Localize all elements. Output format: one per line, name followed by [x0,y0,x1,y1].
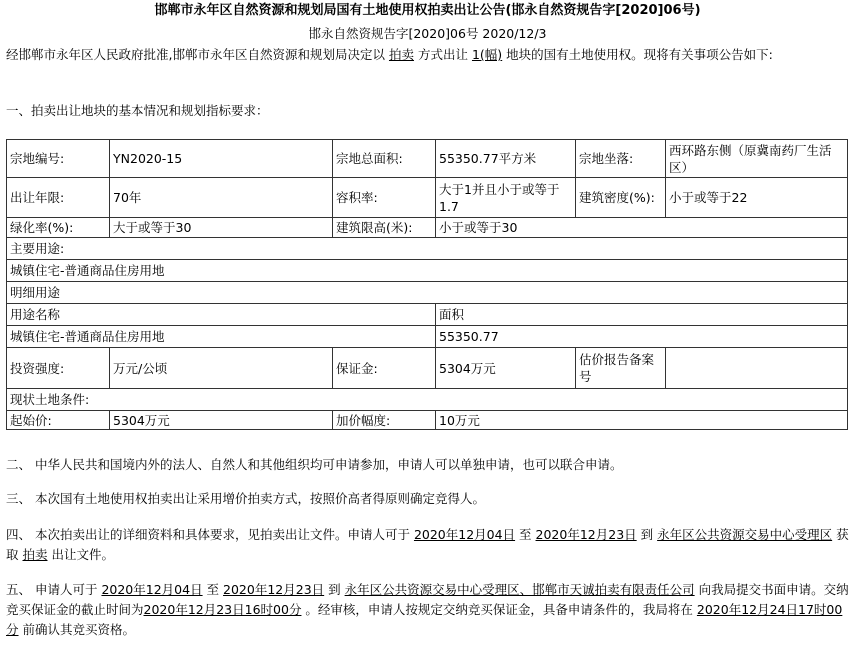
table-row [7,260,848,282]
s4-method: 拍卖 [22,547,48,562]
s5-text-f: 前确认其竞买资格。 [18,622,135,637]
table-cell: 城镇住宅-普通商品住房用地 [7,260,848,282]
s4-text-f: 出让文件。 [47,547,114,562]
table-cell: 估价报告备案号 [576,348,666,389]
parcel-count: 1(幅) [471,47,503,62]
s5-place: 永年区公共资源交易中心受理区、邯郸市天诚拍卖有限责任公司 [344,582,695,597]
table-cell: 5304万元 [436,348,576,389]
s5-deposit-deadline: 2020年12月23日16时00分 [143,602,302,617]
table-row [7,218,848,238]
s5-confirm-time: 2020年12月24日17时00分 [6,602,843,637]
table-cell: 加价幅度: [333,411,436,430]
table-cell: 投资强度: [7,348,110,389]
table-cell: 宗地总面积: [333,140,436,178]
table-cell: 西环路东侧（原冀南药厂生活区） [666,140,848,178]
s5-start-date: 2020年12月04日 [101,582,203,597]
table-cell: 55350.77 [436,326,848,348]
parcel-info-table [6,139,848,430]
table-cell: 5304万元 [110,411,333,430]
s5-end-date: 2020年12月23日 [223,582,325,597]
intro-paragraph [6,45,846,65]
table-cell: 小于或等于30 [436,218,848,238]
table-row [7,238,848,260]
table-cell: 建筑限高(米): [333,218,436,238]
s4-start-date: 2020年12月04日 [413,527,516,542]
section-3-paragraph: 三、 本次国有土地使用权拍卖出让采用增价拍卖方式，按照价高者得原则确定竞得人。 [6,491,485,506]
table-cell: 宗地坐落: [576,140,666,178]
intro-text-1: 经邯郸市永年区人民政府批准,邯郸市永年区自然资源和规划局决定以 [6,47,385,62]
table-cell: 绿化率(%): [7,218,110,238]
table-row [7,389,848,411]
s4-text-d: 获取 [6,527,849,562]
section-4-paragraph [6,525,851,565]
table-cell [666,348,848,389]
table-cell: YN2020-15 [110,140,333,178]
table-cell: 用途名称 [7,304,436,326]
table-cell: 明细用途 [7,282,848,304]
section-2-paragraph: 二、 中华人民共和国境内外的法人、自然人和其他组织均可申请参加，申请人可以单独申请，也可以联合申请。 [6,457,623,472]
table-row [7,282,848,304]
table-cell: 大于1并且小于或等于1.7 [436,178,576,218]
table-row [7,178,848,218]
table-cell: 宗地编号: [7,140,110,178]
document-number-date: 邯永自然资规告字[2020]06号 2020/12/3 [308,26,547,41]
table-cell: 55350.77平方米 [436,140,576,178]
s4-text-b: 至 [515,527,536,542]
table-cell: 小于或等于22 [666,178,848,218]
s4-place: 永年区公共资源交易中心受理区 [657,527,833,542]
s4-text-c: 到 [636,527,658,542]
table-cell: 城镇住宅-普通商品住房用地 [7,326,436,348]
table-row [7,140,848,178]
table-row [7,348,848,389]
s5-text-b: 至 [202,582,224,597]
table-row [7,304,848,326]
intro-text-2: 方式出让 [417,47,468,62]
page-title: 邯郸市永年区自然资源和规划局国有土地使用权拍卖出让公告(邯永自然资规告字[2020]06号) [154,3,701,18]
s5-text-a: 五、 申请人可于 [6,582,102,597]
s4-text-a: 四、 本次拍卖出让的详细资料和具体要求，见拍卖出让文件。申请人可于 [6,527,414,542]
table-cell: 起始价: [7,411,110,430]
table-cell: 现状土地条件: [7,389,848,411]
table-cell: 70年 [110,178,333,218]
s4-end-date: 2020年12月23日 [535,527,637,542]
table-row [7,326,848,348]
table-cell: 面积 [436,304,848,326]
table-cell: 出让年限: [7,178,110,218]
section-5-paragraph [6,580,851,640]
table-cell: 万元/公顷 [110,348,333,389]
table-cell: 建筑密度(%): [576,178,666,218]
table-cell: 保证金: [333,348,436,389]
s5-text-e: 。经审核，申请人按规定交纳竞买保证金，具备申请条件的，我局将在 [301,602,697,617]
table-cell: 大于或等于30 [110,218,333,238]
table-cell: 容积率: [333,178,436,218]
table-cell: 10万元 [436,411,848,430]
s5-text-d: 向我局提交书面申请。交纳竞买保证金的截止时间为 [6,582,849,617]
intro-text-3: 地块的国有土地使用权。现将有关事项公告如下: [506,47,773,62]
section-1-heading: 一、拍卖出让地块的基本情况和规划指标要求： [6,103,269,118]
table-cell: 主要用途: [7,238,848,260]
s5-text-c: 到 [324,582,345,597]
transfer-method: 拍卖 [388,47,414,62]
table-row [7,411,848,430]
